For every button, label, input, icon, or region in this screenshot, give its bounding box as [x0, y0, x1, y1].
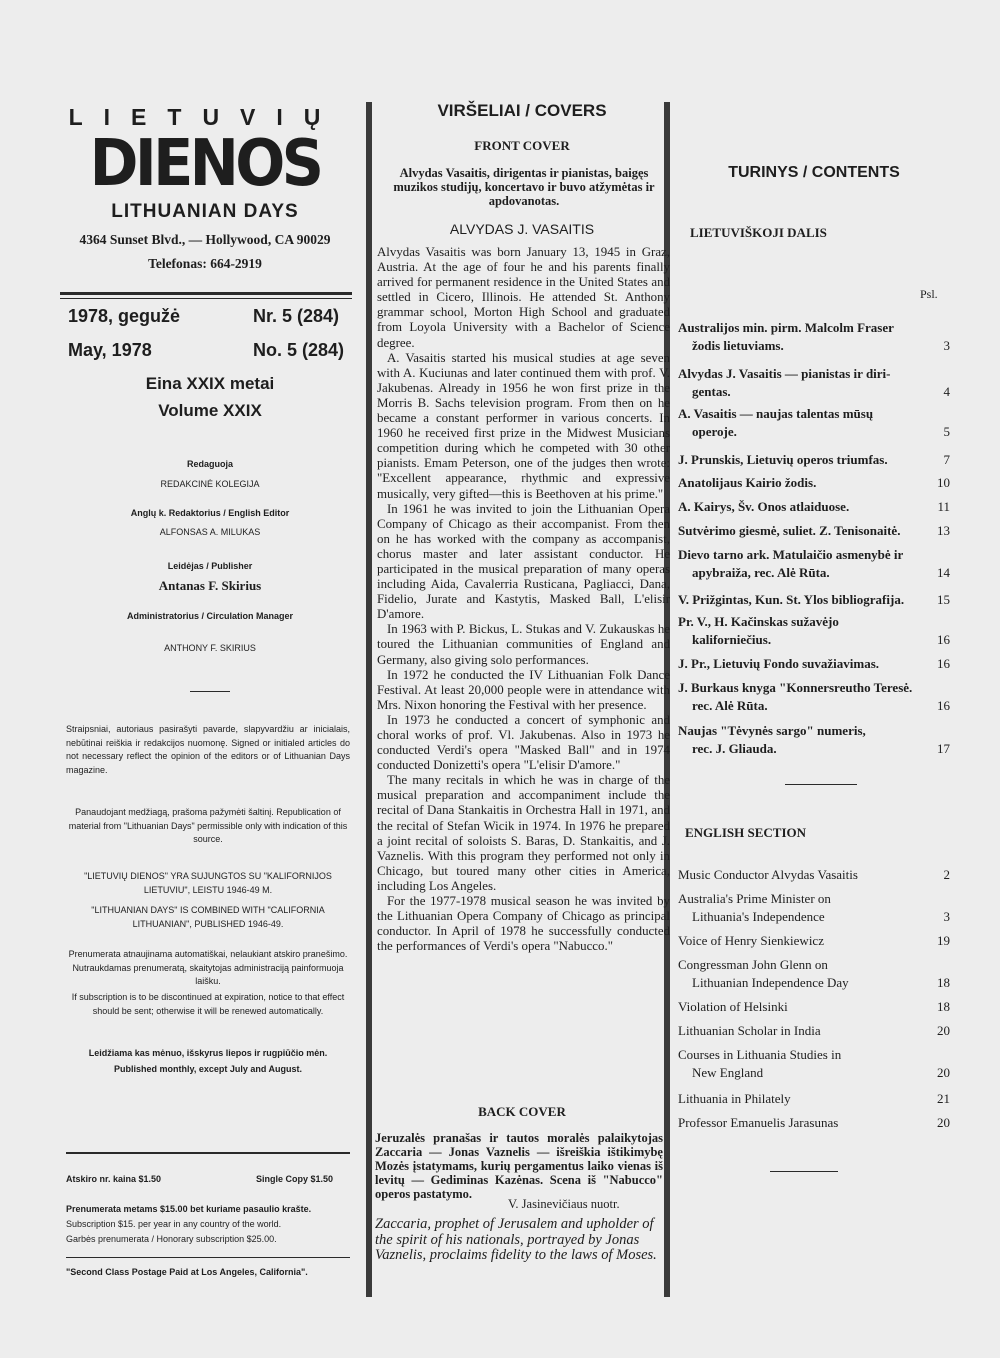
toc-item [678, 956, 950, 992]
toc-item-title: Voice of Henry Sienkiewicz [678, 933, 824, 948]
article-paragraph: Alvydas Vasaitis was born January 13, 1945 in Graz, Austria. At the age of four he and his parents finally arrived for permanent residence in the United States and settled in Cicero, Illinois. He attended St. Anthony grammar school, Morton High School and graduated from Loyola University with a Bachelor of Science degree. [377, 245, 670, 350]
notice-renewal-lt: Prenumerata atnaujinama automatiškai, nelaukiant atskiro pranešimo. Nutraukdamas prenumeratą, skaitytojas administraciją painformuoja laišku. [68, 949, 348, 986]
toc-item [678, 1114, 950, 1132]
toc-item-page: 7 [943, 452, 950, 467]
single-copy-lt: Atskiro nr. kaina $1.50 [66, 1174, 162, 1184]
toc-item-title: J. Prunskis, Lietuvių operos triumfas. [678, 452, 888, 467]
toc-item [678, 1090, 950, 1108]
publisher: Antanas F. Skirius [158, 578, 262, 593]
toc-item-page: 18 [937, 975, 950, 990]
article-paragraph: The many recitals in which he was in charge of the musical preparation and accompaniment include the recital of Dana Stankaitis in Orchestra Hall in 1971, and the recital of Stefan Wicik in 1974. In 1976 he prepared a joint recital of soloists S. Baras, D. Stankaitis, and J. Vaznelis. With this program they performed not only in Chicago, but toured many other cities in America, including Los Angeles. [377, 773, 670, 893]
toc-item [678, 679, 950, 715]
admin-label: Administratorius / Circulation Manager [126, 611, 294, 621]
toc-item-title: Alvydas J. Vasaitis — pianistas ir diri- [678, 366, 891, 381]
divider [66, 1152, 350, 1154]
toc-item [678, 655, 950, 673]
article-body [377, 245, 670, 954]
toc-item [678, 522, 950, 540]
toc-item-title: Music Conductor Alvydas Vasaitis [678, 867, 858, 882]
toc-item [678, 890, 950, 926]
toc-item-page: 19 [937, 933, 950, 948]
issue-number-lt: Nr. 5 (284) [253, 306, 340, 326]
toc-item-title: Anatolijaus Kairio žodis. [678, 475, 817, 490]
editors-label: Redaguoja [186, 459, 233, 469]
toc-item [678, 613, 950, 649]
toc-item-title-cont: apybraiža, rec. Alė Rūta. [692, 565, 830, 580]
toc-item-title-cont: Lithuanian Independence Day [692, 975, 849, 990]
toc-item-title: Professor Emanuelis Jarasunas [678, 1115, 839, 1130]
toc-item-page: 10 [937, 475, 950, 490]
toc-item [678, 474, 950, 492]
volume-lt: Eina XXIX metai [145, 374, 275, 393]
toc-item-title-cont: žodis lietuviams. [692, 338, 784, 353]
toc-item-title-cont: rec. J. Gliauda. [692, 741, 777, 756]
toc-item-title: Congressman John Glenn on [678, 957, 828, 972]
toc-item-title: Australia's Prime Minister on [678, 891, 831, 906]
issue-number-en: No. 5 (284) [253, 340, 345, 360]
article-paragraph: In 1972 he conducted the IV Lithuanian Folk Dance Festival. At least 20,000 people were in attendance with Mrs. Nixon honoring the Festival with her presence. [377, 667, 670, 712]
masthead-title: DIENOS [89, 127, 321, 201]
article-paragraph: In 1973 he conducted a concert of symphonic and choral works of prof. Vl. Jakubenas. Also in 1973 he conducted Verdi's opera "Masked Ball" and in 1974 conducted Donizetti's opera "L'elisir D'amore." [377, 712, 670, 773]
toc-item [678, 1022, 950, 1040]
front-cover-heading: FRONT COVER [474, 138, 570, 153]
toc-item-page: 21 [937, 1091, 950, 1106]
volume-en: Volume XXIX [158, 401, 262, 420]
english-editor-label: Anglų k. Redaktorius / English Editor [130, 508, 290, 518]
back-cover-heading: BACK COVER [478, 1104, 566, 1119]
article-paragraph: In 1961 he was invited to join the Lithuanian Opera Company of Chicago as their accompanist. From then on he has worked with the company as accompanist, chorus master and later assistant conductor. He participated in the musical preparation of many operas including Aida, Cavalerria Rusticana, Pagliacci, Dana, Fidelio, Jurate and Kastytis, Masked Ball, L'elisir D'amore. [377, 501, 670, 622]
toc-item-title: Lithuania in Philately [678, 1091, 791, 1106]
divider [60, 298, 352, 299]
toc-item-page: 15 [937, 592, 950, 607]
notice-republication: Panaudojant medžiagą, prašoma pažymėti šaltinį. Republication of material from "Lithuanian Days" permissible only with indication of this source. [68, 807, 348, 844]
toc-item-title: Courses in Lithuania Studies in [678, 1047, 842, 1062]
issue-date-lt: 1978, gegužė [68, 306, 181, 326]
english-editor: ALFONSAS A. MILUKAS [159, 527, 261, 537]
toc-item-page: 16 [937, 632, 950, 647]
toc-item-page: 20 [937, 1115, 950, 1130]
toc-item-title: Violation of Helsinki [678, 999, 788, 1014]
divider [60, 292, 352, 295]
toc-item-title-cont: operoje. [692, 424, 737, 439]
back-cover-italic: Zaccaria, prophet of Jerusalem and upholder of the spirit of his nationals, portrayed by Jonas Vaznelis, proclaims fidelity to the laws of Moses. [375, 1216, 657, 1263]
toc-item-title-cont: Lithuania's Independence [692, 909, 825, 924]
toc-item [678, 451, 950, 469]
phone: Telefonas: 664-2919 [148, 256, 262, 271]
toc-item-page: 13 [937, 523, 950, 538]
divider [785, 784, 857, 785]
issue-date-en: May, 1978 [68, 340, 152, 360]
article-paragraph: A. Vasaitis started his musical studies at age seven with A. Kuciunas and later continued them with prof. V. Jakubenas. Already in 1956 he won first prize in the Morris B. Sachs television program. From then on he became a constant performer in various concerts. In 1960 he received first prize in the Midwest Musicians competition during which he competed with 30 other pianists. Emam Peterson, one of the judges then wrote: "Excellent appearance, rhythmic and expressive musically, very gifted—this is Beethoven at his prime." [377, 350, 670, 501]
divider [190, 691, 230, 692]
toc-item-title-cont: kaliforniečius. [692, 632, 772, 647]
toc-item-title-cont: New England [692, 1065, 764, 1080]
article-title: ALVYDAS J. VASAITIS [449, 221, 595, 237]
toc-item-title: J. Burkaus knyga "Konnersreutho Teresė. [678, 680, 913, 695]
notice-combined-lt: "LIETUVIŲ DIENOS" YRA SUJUNGTOS SU "KALIFORNIJOS LIETUVIU", LEISTU 1946-49 M. [84, 871, 332, 895]
toc-item-title: Naujas "Tėvynės sargo" numeris, [678, 723, 866, 738]
toc-item-page: 3 [943, 338, 950, 353]
toc-item [678, 546, 950, 582]
toc-item-title-cont: rec. Alė Rūta. [692, 698, 768, 713]
admin: ANTHONY F. SKIRIUS [164, 643, 256, 653]
toc-item [678, 365, 950, 401]
publisher-label: Leidėjas / Publisher [167, 561, 253, 571]
toc-lt-section: LIETUVIŠKOJI DALIS [690, 225, 827, 240]
photo-credit: V. Jasinevičiaus nuotr. [508, 1197, 620, 1211]
toc-item [678, 866, 950, 884]
toc-item [678, 1046, 950, 1082]
toc-item-page: 3 [943, 909, 950, 924]
toc-item-title: Australijos min. pirm. Malcolm Fraser [678, 320, 894, 335]
toc-item-page: 4 [943, 384, 950, 399]
divider [66, 1257, 350, 1258]
notice-schedule-en: Published monthly, except July and August. [113, 1064, 303, 1074]
toc-item-page: 16 [937, 656, 950, 671]
address: 4364 Sunset Blvd., — Hollywood, CA 90029 [79, 232, 331, 247]
toc-en-section: ENGLISH SECTION [685, 825, 807, 840]
editors: REDAKCINĖ KOLEGIJA [160, 479, 260, 489]
article-paragraph: In 1963 with P. Bickus, L. Stukas and V. Zukauskas he toured the Lithuanian communities of England and Germany, also giving solo performances. [377, 622, 670, 667]
toc-item-page: 16 [937, 698, 950, 713]
masthead-top: LIETUVIŲ [68, 104, 342, 130]
toc-item-title: V. Prižgintas, Kun. St. Ylos bibliografija. [678, 592, 905, 607]
toc-page-label: Psl. [920, 287, 938, 301]
notice-signed: Straipsniai, autoriaus pasirašyti pavarde, slapyvardžiu ar inicialais, nebūtinai reiškia ir redakcijos nuomonę. Signed or initialed articles do not necessary reflect the opinion of the editors or of Lithuanian Days magazine. [66, 724, 350, 775]
toc-item-title: Dievo tarno ark. Matulaičio asmenybė ir [678, 547, 904, 562]
masthead-subtitle: LITHUANIAN DAYS [111, 201, 299, 222]
toc-item-page: 11 [937, 499, 950, 514]
toc-item [678, 722, 950, 758]
toc-item-page: 17 [937, 741, 950, 756]
subscription-lt: Prenumerata metams $15.00 bet kuriame pasaulio krašte. [66, 1204, 312, 1214]
toc-item-page: 20 [937, 1023, 950, 1038]
toc-item-page: 14 [937, 565, 950, 580]
article-paragraph: For the 1977-1978 musical season he was invited by the Lithuanian Opera Company of Chicago as principal conductor. In April of 1978 he successfully conducted the performances of Verdi's opera "Nabucco." [377, 894, 670, 954]
subscription-en: Subscription $15. per year in any country of the world. [66, 1219, 282, 1229]
honorary-subscription: Garbės prenumerata / Honorary subscription $25.00. [66, 1234, 277, 1244]
toc-item-title: A. Vasaitis — naujas talentas mūsų [678, 406, 874, 421]
toc-item-page: 18 [937, 999, 950, 1014]
toc-item [678, 319, 950, 355]
toc-item [678, 932, 950, 950]
toc-item-title-cont: gentas. [692, 384, 731, 399]
toc-item-title: Lithuanian Scholar in India [678, 1023, 821, 1038]
toc-heading: TURINYS / CONTENTS [728, 164, 900, 181]
column-divider-left [366, 102, 372, 1297]
front-cover-caption: Alvydas Vasaitis, dirigentas ir pianistas, baigęs muzikos studijų, koncertavo ir buvo atžymėtas ir apdovanotas. [393, 166, 655, 208]
toc-item-title: J. Pr., Lietuvių Fondo suvažiavimas. [678, 656, 880, 671]
covers-heading: VIRŠELIAI / COVERS [437, 101, 607, 120]
toc-item-page: 20 [937, 1065, 950, 1080]
toc-item-title: A. Kairys, Šv. Onos atlaiduose. [678, 499, 850, 514]
toc-item [678, 405, 950, 441]
toc-item-page: 2 [943, 867, 950, 882]
toc-item-page: 5 [943, 424, 950, 439]
toc-item [678, 498, 950, 516]
single-copy-en: Single Copy $1.50 [256, 1174, 334, 1184]
toc-item-title: Pr. V., H. Kačinskas sužavėjo [678, 614, 839, 629]
back-cover-caption: Jeruzalės pranašas ir tautos moralės palaikytojas Zaccaria — Jonas Vaznelis — išreiškia ištikimybę Mozės įstatymams, kurių pergamentus laiko vienas iš levitų — Gediminas Kazėnas. Scena iš "Nabucco" operos pastatymo. [375, 1131, 663, 1201]
toc-item [678, 591, 950, 609]
divider [770, 1171, 838, 1172]
notice-combined-en: "LITHUANIAN DAYS" IS COMBINED WITH "CALIFORNIA LITHUANIAN", PUBLISHED 1946-49. [91, 905, 325, 929]
toc-item-title: Sutvėrimo giesmė, suliet. Z. Tenisonaitė. [678, 523, 901, 538]
postage-note: "Second Class Postage Paid at Los Angeles, California". [66, 1267, 308, 1277]
notice-renewal-en: If subscription is to be discontinued at expiration, notice to that effect should be sent; otherwise it will be renewed automatically. [71, 992, 345, 1016]
notice-schedule-lt: Leidžiama kas mėnuo, išskyrus liepos ir rugpiūčio mėn. [88, 1048, 328, 1058]
toc-item [678, 998, 950, 1016]
